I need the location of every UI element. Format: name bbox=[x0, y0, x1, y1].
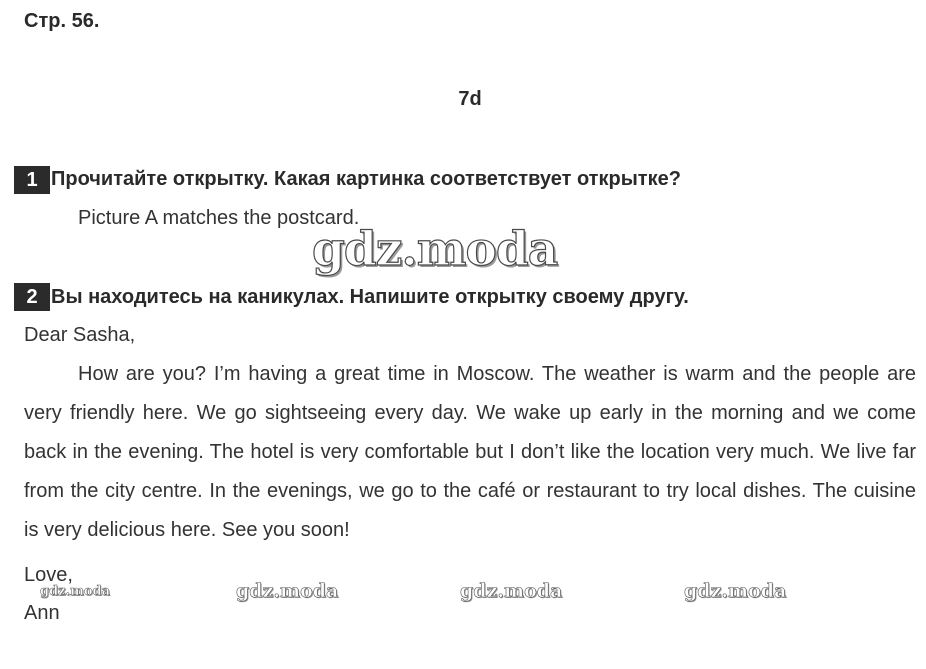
watermark-small-3: gdz.moda bbox=[460, 580, 563, 602]
task-2-question: Вы находитесь на каникулах. Напишите открытку своему другу. bbox=[51, 286, 689, 308]
task-1-answer: Picture A matches the postcard. bbox=[78, 207, 360, 229]
task-1-number-badge: 1 bbox=[14, 166, 50, 194]
watermark-small-1: gdz.moda bbox=[40, 584, 111, 599]
watermark-main: gdz.moda bbox=[312, 222, 558, 277]
page-number-label: Стр. 56. bbox=[24, 10, 100, 32]
task-1-question: Прочитайте открытку. Какая картинка соответствует открытке? bbox=[51, 168, 681, 190]
watermark-small-4: gdz.moda bbox=[684, 580, 787, 602]
postcard-letter bbox=[24, 316, 916, 550]
watermark-small-2: gdz.moda bbox=[236, 580, 339, 602]
letter-greeting: Dear Sasha, bbox=[24, 324, 136, 346]
task-2-number-badge: 2 bbox=[14, 283, 50, 311]
letter-signature: Ann bbox=[24, 602, 60, 624]
section-title: 7d bbox=[458, 88, 482, 110]
letter-closing: Love, bbox=[24, 564, 73, 586]
letter-body: How are you? I’m having a great time in Moscow. The weather is warm and the people are very friendly here. We go sightseeing every day. We wake up early in the morning and we come back in the evening. The hotel is very comfortable but I don’t like the location very much. We live far from the city centre. In the evenings, we go to the café or restaurant to try local dishes. The cuisine is very delicious here. See you soon! bbox=[24, 363, 916, 541]
